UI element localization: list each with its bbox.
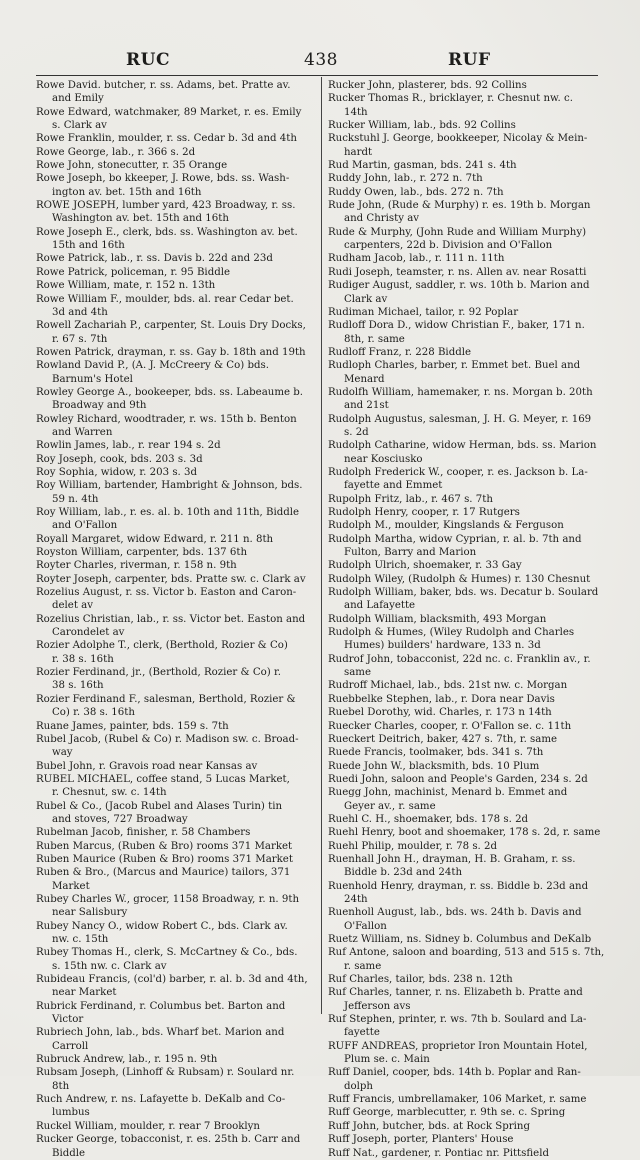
entry-line: Roy Joseph, cook, bds. 203 s. 3d	[36, 453, 203, 465]
entry-line: Ruebbelke Stephen, lab., r. Dora near Davis	[328, 693, 555, 705]
directory-entry	[328, 132, 614, 159]
entry-line: Ruegg John, machinist, Menard b. Emmet and	[328, 787, 568, 799]
entry-continuation-line: Carondelet av	[52, 627, 125, 639]
directory-entry	[328, 92, 614, 119]
entry-line: Rudolph Henry, cooper, r. 17 Rutgers	[328, 507, 520, 518]
entry-continuation-line: r. 38 s. 16th	[52, 653, 114, 665]
directory-entry	[36, 546, 318, 559]
directory-entry	[36, 413, 318, 440]
entry-line: RUFF ANDREAS, proprietor Iron Mountain Hotel,	[328, 1040, 588, 1052]
directory-entry	[328, 613, 614, 626]
entry-line: Rowen Patrick, drayman, r. ss. Gay b. 18th and 19th	[36, 346, 306, 358]
entry-line: Rudloph Charles, barber, r. Emmet bet. Buel and	[328, 360, 581, 372]
directory-entry	[328, 413, 614, 440]
entry-line: Rudloff Franz, r. 228 Biddle	[328, 346, 472, 358]
directory-entry	[36, 639, 318, 666]
directory-entry	[36, 266, 318, 279]
entry-continuation-line: Geyer av., r. same	[344, 800, 436, 812]
column-divider	[321, 77, 322, 1014]
entry-continuation-line: fayette	[344, 1027, 380, 1039]
directory-entry	[328, 119, 614, 132]
entry-line: Rowe Patrick, lab., r. ss. Davis b. 22d and 23d	[36, 253, 273, 265]
directory-entry	[328, 720, 614, 733]
entry-line: Ruane James, painter, bds. 159 s. 7th	[36, 720, 229, 732]
directory-entry	[328, 826, 614, 839]
entry-line: Rowley George A., bookeeper, bds. ss. Labeaume b.	[36, 386, 304, 398]
directory-entry	[36, 773, 318, 800]
entry-continuation-line: Fulton, Barry and Marion	[344, 547, 477, 559]
entry-continuation-line: r. same	[344, 960, 382, 972]
directory-entry	[36, 506, 318, 533]
entry-line: Ruecker Charles, cooper, r. O'Fallon se. c. 11th	[328, 720, 572, 732]
directory-entry	[328, 306, 614, 319]
entry-line: Royter Joseph, carpenter, bds. Pratte sw. c. Clark av	[36, 573, 306, 585]
directory-entry	[36, 826, 318, 839]
entry-line: Ruede John W., blacksmith, bds. 10 Plum	[328, 760, 540, 772]
entry-line: Ruddy Owen, lab., bds. 272 n. 7th	[328, 186, 504, 198]
entry-line: Rude & Murphy, (John Rude and William Murphy)	[328, 226, 587, 238]
entry-continuation-line: 59 n. 4th	[52, 493, 99, 505]
entry-line: Rowe Edward, watchmaker, 89 Market, r. es. Emily	[36, 106, 302, 118]
entry-line: Rudolph William, blacksmith, 493 Morgan	[328, 613, 547, 625]
entry-continuation-line: s. Clark av	[52, 120, 107, 132]
entry-continuation-line: 8th	[52, 1080, 70, 1092]
directory-entry	[36, 1026, 318, 1053]
entry-continuation-line: same	[344, 667, 371, 679]
directory-entry	[328, 252, 614, 265]
entry-continuation-line: Barnum's Hotel	[52, 373, 133, 385]
entry-continuation-line: 8th, r. same	[344, 333, 405, 345]
entry-line: Rowe Joseph E., clerk, bds. ss. Washington av. bet.	[36, 226, 298, 238]
directory-entry	[36, 800, 318, 827]
entry-line: Ruben Marcus, (Ruben & Bro) rooms 371 Market	[36, 840, 293, 852]
entry-line: Ruff Joseph, porter, Planters' House	[328, 1134, 514, 1146]
entry-line: Ruehl Philip, moulder, r. 78 s. 2d	[328, 840, 498, 852]
entry-line: Rudi Joseph, teamster, r. ns. Allen av. near Rosatti	[328, 266, 587, 278]
entry-line: Rubruck Andrew, lab., r. 195 n. 9th	[36, 1054, 218, 1066]
left-column	[36, 79, 318, 1160]
entry-line: Ruenhold Henry, drayman, r. ss. Biddle b. 23d and	[328, 880, 589, 892]
entry-continuation-line: and Emily	[52, 93, 104, 105]
entry-continuation-line: ington av. bet. 15th and 16th	[52, 186, 202, 198]
directory-entry	[36, 453, 318, 466]
entry-line: Rudolph Ulrich, shoemaker, r. 33 Gay	[328, 560, 522, 572]
directory-entry	[328, 439, 614, 466]
directory-entry	[36, 559, 318, 572]
entry-continuation-line: way	[52, 747, 73, 759]
directory-entry	[36, 359, 318, 386]
entry-line: Rozier Ferdinand, jr., (Berthold, Rozier & Co) r.	[36, 667, 281, 679]
entry-continuation-line: Washington av. bet. 15th and 16th	[52, 213, 229, 225]
directory-entry	[36, 146, 318, 159]
directory-entry	[328, 506, 614, 519]
entry-line: Rubey Nancy O., widow Robert C., bds. Clark av.	[36, 920, 288, 932]
entry-line: Rudolph Martha, widow Cyprian, r. al. b. 7th and	[328, 533, 582, 545]
entry-continuation-line: O'Fallon	[344, 920, 387, 932]
entry-line: Ruehl C. H., shoemaker, bds. 178 s. 2d	[328, 813, 529, 825]
entry-line: Rubrick Ferdinand, r. Columbus bet. Barton and	[36, 1000, 286, 1012]
entry-continuation-line: and Lafayette	[344, 600, 416, 612]
entry-continuation-line: near Kosciusko	[344, 453, 423, 465]
directory-entry	[328, 786, 614, 813]
entry-line: Ruehl Henry, boot and shoemaker, 178 s. 2d, r. same	[328, 827, 601, 839]
entry-line: Rowell Zachariah P., carpenter, St. Louis Dry Docks,	[36, 320, 306, 332]
entry-line: Ruben Maurice (Ruben & Bro) rooms 371 Market	[36, 853, 293, 865]
entry-line: Rubel Jacob, (Rubel & Co) r. Madison sw. c. Broad-	[36, 733, 299, 745]
directory-entry	[328, 573, 614, 586]
directory-entry	[36, 613, 318, 640]
entry-line: Ruf Charles, tanner, r. ns. Elizabeth b. Pratte and	[328, 987, 583, 999]
entry-line: Ruenhall John H., drayman, H. B. Graham, r. ss.	[328, 853, 576, 865]
entry-continuation-line: hardt	[344, 146, 373, 158]
entry-line: Rowe John, stonecutter, r. 35 Orange	[36, 160, 228, 172]
directory-entry	[328, 466, 614, 493]
entry-line: Rupolph Fritz, lab., r. 467 s. 7th	[328, 493, 493, 505]
entry-line: Ruff Francis, umbrellamaker, 106 Market, r. same	[328, 1094, 587, 1106]
directory-entry	[328, 386, 614, 413]
entry-line: Royter Charles, riverman, r. 158 n. 9th	[36, 560, 237, 572]
entry-line: Rubey Charles W., grocer, 1158 Broadway, r. n. 9th	[36, 893, 300, 905]
directory-entry	[328, 1106, 614, 1119]
directory-entry	[328, 693, 614, 706]
directory-entry	[36, 279, 318, 292]
entry-line: Rozier Ferdinand F., salesman, Berthold, Rozier &	[36, 693, 296, 705]
entry-line: Rudolph William, baker, bds. ws. Decatur b. Soulard	[328, 587, 599, 599]
directory-entry	[328, 1093, 614, 1106]
entry-line: Rudolph Augustus, salesman, J. H. G. Meyer, r. 169	[328, 413, 592, 425]
directory-entry	[36, 226, 318, 253]
directory-entry	[328, 186, 614, 199]
entry-line: Roy William, bartender, Hambright & Johnson, bds.	[36, 480, 303, 492]
directory-entry	[328, 946, 614, 973]
directory-entry	[328, 1040, 614, 1067]
entry-line: Rubelman Jacob, finisher, r. 58 Chambers	[36, 827, 251, 839]
entry-line: RUBEL MICHAEL, coffee stand, 5 Lucas Market,	[36, 773, 290, 785]
directory-entry	[328, 653, 614, 680]
entry-line: Rozier Adolphe T., clerk, (Berthold, Rozier & Co)	[36, 640, 288, 652]
directory-entry	[328, 906, 614, 933]
entry-line: Ruff John, butcher, bds. at Rock Spring	[328, 1120, 531, 1132]
directory-entry	[36, 720, 318, 733]
entry-line: Rowe Patrick, policeman, r. 95 Biddle	[36, 266, 231, 278]
entry-line: Rubsam Joseph, (Linhoff & Rubsam) r. Soulard nr.	[36, 1067, 295, 1079]
entry-line: Rude John, (Rude & Murphy) r. es. 19th b. Morgan	[328, 200, 591, 212]
entry-continuation-line: s. 15th nw. c. Clark av	[52, 960, 167, 972]
directory-entry	[328, 319, 614, 346]
entry-continuation-line: near Salisbury	[52, 907, 128, 919]
directory-entry	[36, 1093, 318, 1120]
entry-line: Rudroff Michael, lab., bds. 21st nw. c. Morgan	[328, 680, 568, 692]
entry-line: Rozelius August, r. ss. Victor b. Easton and Caron-	[36, 587, 297, 599]
entry-continuation-line: lumbus	[52, 1107, 90, 1119]
directory-entry	[36, 79, 318, 106]
entry-continuation-line: and stoves, 727 Broadway	[52, 813, 188, 825]
entry-continuation-line: Biddle b. 23d and 24th	[344, 867, 463, 879]
entry-line: Rubel & Co., (Jacob Rubel and Alases Turin) tin	[36, 800, 283, 812]
directory-entry	[36, 866, 318, 893]
entry-continuation-line: fayette and Emmet	[344, 480, 443, 492]
entry-line: Rozelius Christian, lab., r. ss. Victor bet. Easton and	[36, 613, 306, 625]
directory-entry	[36, 840, 318, 853]
entry-line: Ruenholl August, lab., bds. ws. 24th b. Davis and	[328, 907, 582, 919]
entry-line: Rubideau Francis, (col'd) barber, r. al. b. 3d and 4th,	[36, 974, 308, 986]
entry-continuation-line: Humes) builders' hardware, 133 n. 3d	[344, 640, 541, 652]
entry-line: Ruede Francis, toolmaker, bds. 341 s. 7th	[328, 747, 544, 759]
directory-entry	[328, 626, 614, 653]
directory-entry	[36, 1066, 318, 1093]
entry-continuation-line: Market	[52, 880, 90, 892]
directory-entry	[36, 252, 318, 265]
directory-entry	[36, 760, 318, 773]
entry-line: Rucker Thomas R., bricklayer, r. Chesnut nw. c.	[328, 93, 573, 105]
directory-entry	[328, 159, 614, 172]
entry-line: Rudiman Michael, tailor, r. 92 Poplar	[328, 306, 519, 318]
entry-continuation-line: r. Chesnut, sw. c. 14th	[52, 787, 167, 799]
entry-continuation-line: 14th	[344, 106, 368, 118]
entry-line: Ruf Stephen, printer, r. ws. 7th b. Soulard and La-	[328, 1014, 587, 1026]
entry-continuation-line: Clark av	[344, 293, 388, 305]
entry-continuation-line: dolph	[344, 1080, 373, 1092]
entry-line: Rudolph Catharine, widow Herman, bds. ss. Marion	[328, 440, 597, 452]
entry-continuation-line: 38 s. 16th	[52, 680, 104, 692]
directory-entry	[328, 746, 614, 759]
directory-entry	[36, 132, 318, 145]
directory-entry	[328, 279, 614, 306]
entry-line: Bubel John, r. Gravois road near Kansas av	[36, 760, 258, 772]
entry-line: Rud Martin, gasman, bds. 241 s. 4th	[328, 160, 517, 172]
entry-line: Royston William, carpenter, bds. 137 6th	[36, 547, 248, 559]
directory-entry	[36, 319, 318, 346]
entry-line: Roy William, lab., r. es. al. b. 10th and 11th, Biddle	[36, 507, 300, 518]
directory-entry	[328, 773, 614, 786]
entry-line: Ruben & Bro., (Marcus and Maurice) tailors, 371	[36, 867, 291, 879]
entry-line: Rudrof John, tobacconist, 22d nc. c. Franklin av., r.	[328, 653, 591, 665]
entry-line: ROWE JOSEPH, lumber yard, 423 Broadway, r. ss.	[36, 200, 296, 212]
directory-entry	[36, 466, 318, 479]
entry-continuation-line: s. 2d	[344, 426, 369, 438]
entry-line: Ruff Nat., gardener, r. Pontiac nr. Pittsfield	[328, 1147, 549, 1159]
entry-line: Rudolph M., moulder, Kingslands & Ferguson	[328, 520, 564, 532]
directory-entry	[36, 973, 318, 1000]
entry-continuation-line: Biddle	[52, 1147, 86, 1159]
entry-line: Rudham Jacob, lab., r. 111 n. 11th	[328, 253, 505, 265]
directory-entry	[36, 386, 318, 413]
entry-continuation-line: r. 67 s. 7th	[52, 333, 108, 345]
page-header	[30, 50, 620, 74]
page-number: 438	[304, 50, 338, 70]
right-column	[328, 79, 614, 1160]
directory-entry	[328, 679, 614, 692]
directory-entry	[328, 533, 614, 560]
entry-line: Rubriech John, lab., bds. Wharf bet. Marion and	[36, 1027, 285, 1039]
entry-continuation-line: and Christy av	[344, 213, 420, 225]
directory-entry	[36, 1000, 318, 1027]
directory-entry	[36, 893, 318, 920]
directory-entry	[328, 760, 614, 773]
entry-continuation-line: 24th	[344, 893, 368, 905]
directory-entry	[36, 439, 318, 452]
header-range-start: RUC	[126, 50, 170, 70]
entry-continuation-line: Plum se. c. Main	[344, 1054, 430, 1066]
entry-line: Ruetz William, ns. Sidney b. Columbus and DeKalb	[328, 934, 592, 945]
entry-line: Rubey Thomas H., clerk, S. McCartney & Co., bds.	[36, 947, 298, 959]
entry-continuation-line: carpenters, 22d b. Division and O'Fallon	[344, 240, 553, 252]
entry-continuation-line: Victor	[52, 1014, 84, 1026]
entry-continuation-line: and Warren	[52, 426, 113, 438]
directory-entry	[36, 346, 318, 359]
entry-line: Ruff George, marblecutter, r. 9th se. c. Spring	[328, 1107, 566, 1119]
entry-line: Ruckel William, moulder, r. rear 7 Brooklyn	[36, 1120, 260, 1132]
directory-entry	[36, 199, 318, 226]
entry-continuation-line: Broadway and 9th	[52, 400, 147, 412]
entry-line: Ruf Antone, saloon and boarding, 513 and 515 s. 7th,	[328, 947, 605, 959]
directory-entry	[36, 666, 318, 693]
directory-entry	[328, 172, 614, 185]
entry-line: Rudolfh William, hamemaker, r. ns. Morgan b. 20th	[328, 386, 593, 398]
entry-continuation-line: Co) r. 38 s. 16th	[52, 707, 135, 719]
entry-continuation-line: and O'Fallon	[52, 520, 118, 532]
entry-line: Rudiger August, saddler, r. ws. 10th b. Marion and	[328, 280, 590, 292]
directory-entry	[328, 559, 614, 572]
directory-entry	[328, 880, 614, 907]
directory-entry	[328, 1120, 614, 1133]
directory-entry	[36, 573, 318, 586]
entry-line: Rowe William F., moulder, bds. al. rear Cedar bet.	[36, 293, 294, 305]
directory-entry	[36, 293, 318, 320]
entry-line: Ruch Andrew, r. ns. Lafayette b. DeKalb and Co-	[36, 1094, 286, 1106]
entry-line: Rowley Richard, woodtrader, r. ws. 15th b. Benton	[36, 413, 297, 425]
directory-entry	[36, 533, 318, 546]
entry-line: Rowe William, mate, r. 152 n. 13th	[36, 280, 216, 292]
directory-entry	[36, 106, 318, 133]
entry-continuation-line: Jefferson avs	[344, 1000, 411, 1012]
directory-entry	[36, 586, 318, 613]
entry-line: Rudloff Dora D., widow Christian F., baker, 171 n.	[328, 320, 585, 332]
entry-line: Ruedi John, saloon and People's Garden, 234 s. 2d	[328, 773, 588, 785]
entry-continuation-line: 3d and 4th	[52, 306, 108, 318]
entry-line: Rowe Franklin, moulder, r. ss. Cedar b. 3d and 4th	[36, 133, 297, 145]
directory-entry	[36, 1133, 318, 1160]
directory-entry	[328, 813, 614, 826]
directory-entry	[36, 693, 318, 720]
entry-continuation-line: nw. c. 15th	[52, 934, 109, 945]
entry-line: Rudolph Wiley, (Rudolph & Humes) r. 130 Chesnut	[328, 573, 591, 585]
entry-line: Roy Sophia, widow, r. 203 s. 3d	[36, 466, 198, 478]
directory-entry	[328, 1066, 614, 1093]
directory-entry	[328, 266, 614, 279]
entry-continuation-line: near Market	[52, 987, 117, 999]
directory-entry	[36, 733, 318, 760]
directory-entry	[328, 493, 614, 506]
entry-line: Royall Margaret, widow Edward, r. 211 n. 8th	[36, 533, 274, 545]
directory-entry	[36, 1120, 318, 1133]
header-rule	[36, 75, 598, 76]
entry-line: Rowlin James, lab., r. rear 194 s. 2d	[36, 440, 221, 452]
directory-entry	[36, 172, 318, 199]
directory-entry	[36, 946, 318, 973]
directory-entry	[36, 159, 318, 172]
entry-line: Rowe George, lab., r. 366 s. 2d	[36, 146, 196, 158]
entry-line: Rueckert Deitrich, baker, 427 s. 7th, r. same	[328, 733, 558, 745]
directory-entry	[328, 840, 614, 853]
entry-line: Ruddy John, lab., r. 272 n. 7th	[328, 173, 483, 185]
directory-entry	[36, 1053, 318, 1066]
entry-line: Rucker William, lab., bds. 92 Collins	[328, 120, 516, 132]
directory-entry	[36, 479, 318, 506]
directory-entry	[328, 79, 614, 92]
entry-continuation-line: Menard	[344, 373, 385, 385]
entry-continuation-line: 15th and 16th	[52, 240, 125, 252]
entry-line: Rucker George, tobacconist, r. es. 25th b. Carr and	[36, 1134, 301, 1146]
directory-entry	[36, 853, 318, 866]
directory-entry	[328, 346, 614, 359]
entry-continuation-line: Carroll	[52, 1040, 89, 1052]
directory-entry	[328, 986, 614, 1013]
entry-line: Rucker John, plasterer, bds. 92 Collins	[328, 80, 527, 91]
directory-entry	[328, 853, 614, 880]
entry-line: Ruf Charles, tailor, bds. 238 n. 12th	[328, 974, 513, 986]
entry-line: Ruff Daniel, cooper, bds. 14th b. Poplar and Ran-	[328, 1067, 581, 1079]
directory-entry	[328, 706, 614, 719]
directory-entry	[328, 519, 614, 532]
directory-entry	[328, 1133, 614, 1146]
directory-entry	[328, 973, 614, 986]
entry-line: Rowe David. butcher, r. ss. Adams, bet. Pratte av.	[36, 80, 291, 91]
directory-entry	[328, 1013, 614, 1040]
entry-continuation-line: and 21st	[344, 400, 389, 412]
directory-entry	[328, 226, 614, 253]
directory-entry	[328, 359, 614, 386]
entry-continuation-line: delet av	[52, 600, 93, 612]
entry-line: Ruckstuhl J. George, bookkeeper, Nicolay & Mein-	[328, 133, 588, 145]
entry-line: Rudolph Frederick W., cooper, r. es. Jackson b. La-	[328, 466, 588, 478]
directory-entry	[328, 199, 614, 226]
entry-line: Rudolph & Humes, (Wiley Rudolph and Charles	[328, 627, 575, 639]
directory-entry	[36, 920, 318, 947]
entry-line: Rowland David P., (A. J. McCreery & Co) bds.	[36, 360, 269, 372]
entry-line: Rowe Joseph, bo kkeeper, J. Rowe, bds. ss. Wash-	[36, 173, 290, 185]
directory-entry	[328, 733, 614, 746]
entry-line: Ruebel Dorothy, wid. Charles, r. 173 n 14th	[328, 707, 552, 719]
directory-entry	[328, 1147, 614, 1160]
directory-entry	[328, 586, 614, 613]
header-range-end: RUF	[448, 50, 491, 70]
directory-entry	[328, 933, 614, 946]
